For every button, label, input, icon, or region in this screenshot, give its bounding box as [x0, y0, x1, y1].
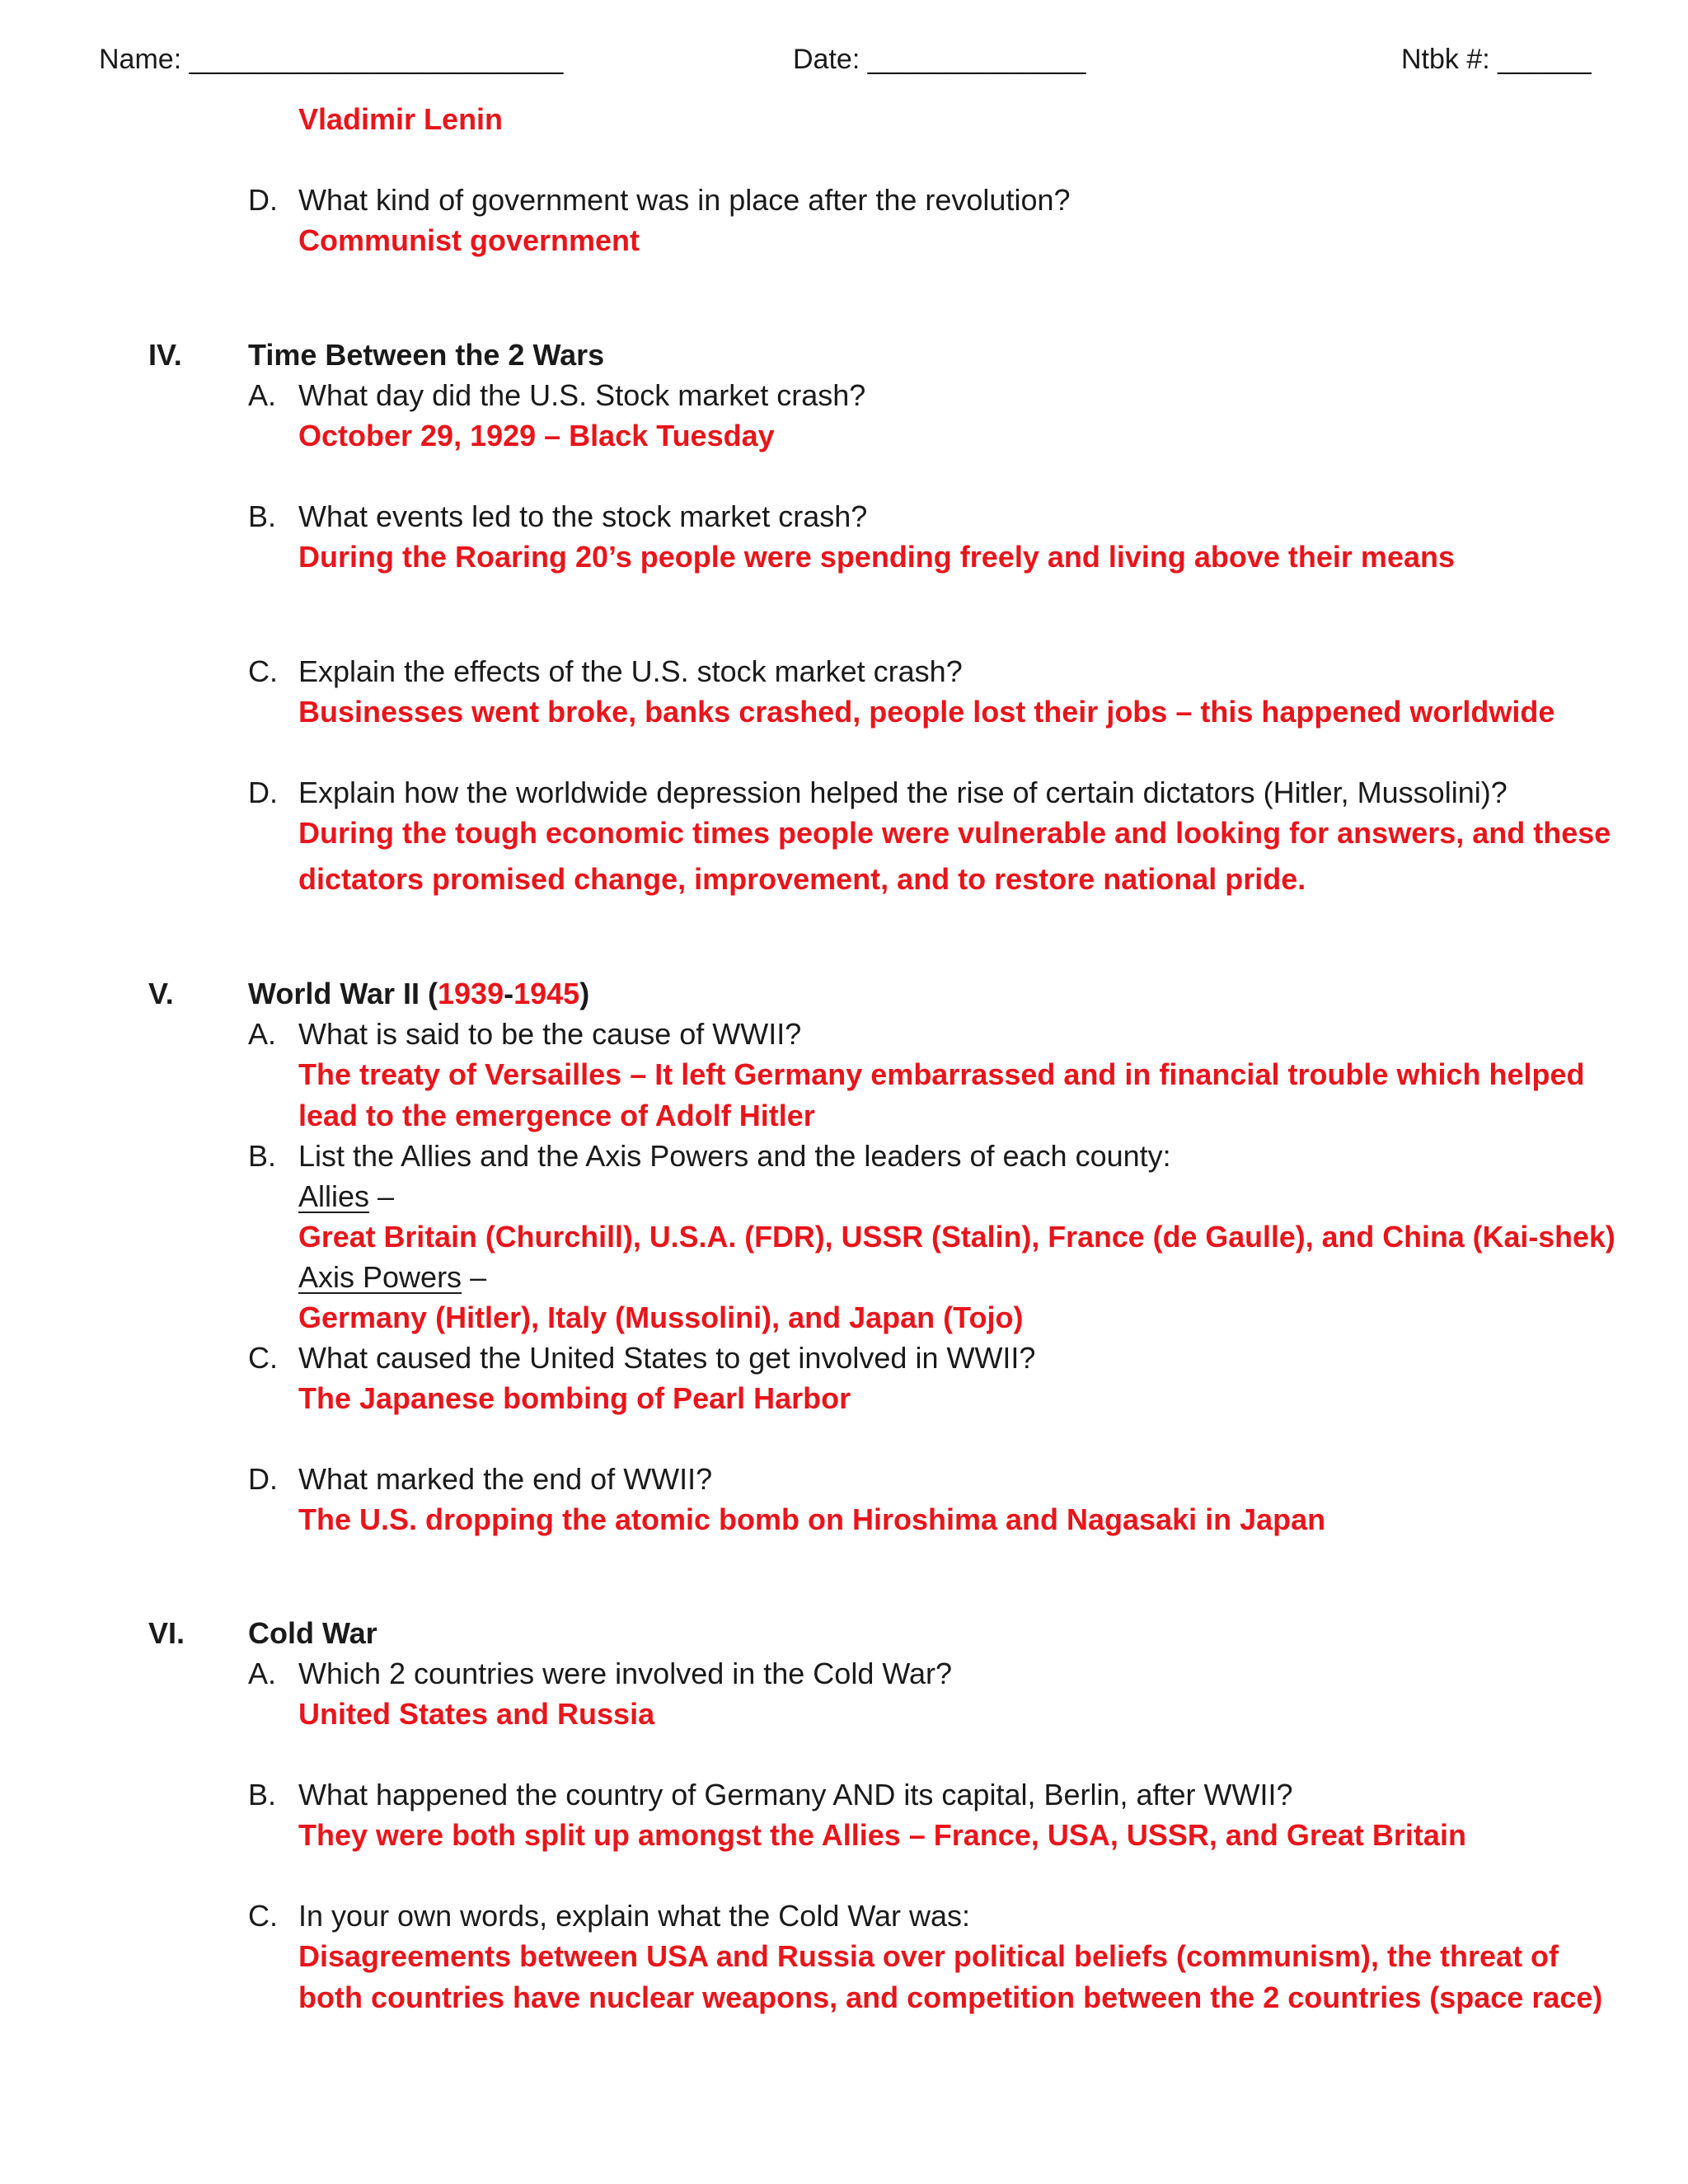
question-text: Explain how the worldwide depression helped the rise of certain dictators (Hitler, Mussolini)? — [298, 776, 1507, 809]
axis-powers-label: Axis Powers — [298, 1260, 462, 1294]
question-text: Explain the effects of the U.S. stock market crash? — [298, 654, 963, 688]
name-field-label: Name: ________________________ — [99, 44, 564, 75]
section-title: Time Between the 2 Wars — [248, 338, 605, 372]
question-letter: B. — [248, 1139, 277, 1173]
question-text: What marked the end of WWII? — [298, 1462, 713, 1496]
year-end: 1945 — [513, 977, 580, 1010]
allies-label: Allies — [298, 1179, 370, 1213]
year-start: 1939 — [438, 977, 504, 1010]
question-text: What is said to be the cause of WWII? — [298, 1017, 802, 1051]
question-letter: D. — [248, 1462, 278, 1496]
answer-text: During the tough economic times people were vulnerable and looking for answers, and these — [298, 816, 1611, 850]
allies-dash: – — [369, 1179, 395, 1213]
section-title: Cold War — [248, 1616, 377, 1650]
question-letter: C. — [248, 1341, 278, 1375]
question-letter: A. — [248, 1657, 277, 1690]
answer-text: Communist government — [298, 223, 640, 257]
answer-text: The Japanese bombing of Pearl Harbor — [298, 1381, 851, 1415]
question-letter: B. — [248, 499, 277, 533]
question-letter: D. — [248, 183, 278, 217]
notebook-number-label: Ntbk #: ______ — [1401, 44, 1592, 75]
axis-dash: – — [462, 1260, 487, 1294]
question-text: What caused the United States to get involved in WWII? — [298, 1341, 1036, 1375]
answer-text: Great Britain (Churchill), U.S.A. (FDR), USSR (Stalin), France (de Gaulle), and China (Kai-shek) — [298, 1221, 1615, 1254]
answer-text: The U.S. dropping the atomic bomb on Hiroshima and Nagasaki in Japan — [298, 1502, 1326, 1536]
answer-text: The treaty of Versailles – It left Germany embarrassed and in financial trouble which helped — [298, 1057, 1585, 1091]
question-text: What kind of government was in place after the revolution? — [298, 183, 1071, 217]
question-letter: C. — [248, 654, 278, 688]
answer-text: They were both split up amongst the Allies – France, USA, USSR, and Great Britain — [298, 1818, 1466, 1852]
question-letter: A. — [248, 378, 277, 412]
question-text: In your own words, explain what the Cold War was: — [298, 1899, 971, 1933]
question-text: List the Allies and the Axis Powers and the leaders of each county: — [298, 1139, 1171, 1173]
question-text: What happened the country of Germany AND its capital, Berlin, after WWII? — [298, 1778, 1293, 1811]
answer-text: United States and Russia — [298, 1697, 655, 1731]
title-close-paren: ) — [579, 977, 590, 1010]
section-numeral: IV. — [148, 338, 182, 372]
section-title-text: World War II ( — [248, 977, 438, 1010]
question-letter: C. — [248, 1899, 278, 1933]
section-title — [248, 973, 589, 1015]
answer-text: During the Roaring 20’s people were spending freely and living above their means — [298, 540, 1455, 574]
answer-text: Germany (Hitler), Italy (Mussolini), and Japan (Tojo) — [298, 1301, 1024, 1334]
question-letter: A. — [248, 1017, 277, 1051]
section-numeral: VI. — [148, 1616, 185, 1650]
question-letter: D. — [248, 776, 278, 809]
answer-text: both countries have nuclear weapons, and competition between the 2 countries (space race) — [298, 1980, 1603, 2014]
date-field-label: Date: ______________ — [793, 44, 1086, 75]
answer-text: October 29, 1929 – Black Tuesday — [298, 419, 775, 452]
answer-text: dictators promised change, improvement, and to restore national pride. — [298, 862, 1306, 896]
answer-text: Disagreements between USA and Russia over political beliefs (communism), the threat of — [298, 1939, 1559, 1973]
answer-text: lead to the emergence of Adolf Hitler — [298, 1099, 815, 1132]
answer-text: Businesses went broke, banks crashed, people lost their jobs – this happened worldwide — [298, 695, 1555, 729]
section-numeral: V. — [148, 977, 174, 1010]
axis-label-group — [298, 1257, 486, 1298]
year-dash: - — [504, 977, 514, 1010]
question-text: What events led to the stock market crash? — [298, 499, 868, 533]
question-text: Which 2 countries were involved in the Cold War? — [298, 1657, 953, 1690]
question-letter: B. — [248, 1778, 277, 1811]
answer-text: Vladimir Lenin — [298, 102, 504, 136]
allies-label-group — [298, 1176, 394, 1217]
question-text: What day did the U.S. Stock market crash? — [298, 378, 866, 412]
